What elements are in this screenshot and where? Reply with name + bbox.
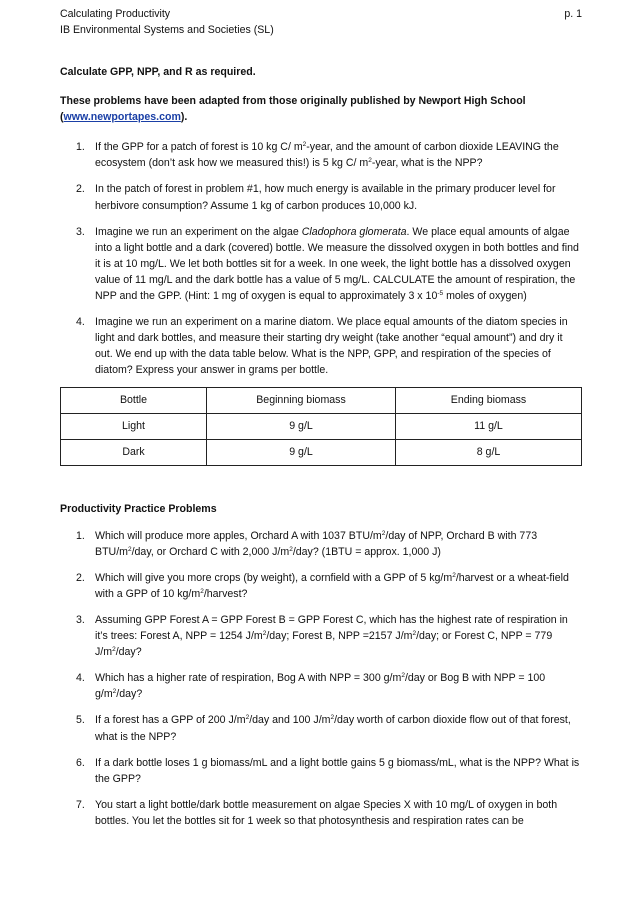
problem-list bbox=[60, 139, 582, 378]
table-cell: 9 g/L bbox=[207, 413, 396, 439]
problem-4: 4. Imagine we run an experiment on a marine diatom. We place equal amounts of the diatom species in light and dark bottles, and measure their starting dry weight (take another “equal amount”) and dry it out. We end up with the data table below. What is the NPP, GPP, and respiration of the species of diatom? Express your answer in grams per bottle. bbox=[76, 316, 568, 377]
practice-problem-2: 2. Which will give you more crops (by weight), a cornfield with a GPP of 5 $kg/m^2$/harvest or a wheat-field with a GPP of 10 $kg/m^2$/harvest? bbox=[76, 571, 569, 600]
page-number: p. 1 bbox=[564, 8, 582, 20]
problem-2: 2. In the patch of forest in problem #1, how much energy is available in the primary producer level for herbivore consumption? Assume 1 kg of carbon produces 10,000 kJ. bbox=[76, 183, 556, 212]
problem-1: 1. If the GPP for a patch of forest is 10 kg C/ $m^2$-year, and the amount of carbon dioxide LEAVING the ecosystem (don’t ask how we measured this!) is 5 kg C/ $m^2$-year, what is the NPP? bbox=[76, 141, 559, 170]
species-name: Cladophora glomerata bbox=[301, 225, 407, 238]
practice-problem-5: 5. If a forest has a GPP of 200 $J/m^2$/day and 100 $J/m^2$/day worth of carbon dioxide flow out of that forest, what is the NPP? bbox=[76, 714, 571, 743]
adaptation-note: These problems have been adapted from those originally published by Newport High School (www.newportapes.com). bbox=[60, 95, 526, 124]
table-cell: 8 g/L bbox=[396, 439, 582, 465]
table-cell: Light bbox=[61, 413, 207, 439]
practice-list bbox=[60, 528, 582, 829]
table-header-row bbox=[61, 387, 582, 413]
table-cell: Dark bbox=[61, 439, 207, 465]
table-cell: 11 g/L bbox=[396, 413, 582, 439]
table-row bbox=[61, 439, 582, 465]
practice-problem-3: 3. Assuming GPP Forest A = GPP Forest B = GPP Forest C, which has the highest rate of respiration in it’s trees: Forest A, NPP = 1254 $J/m^2$/day; Forest B, NPP =2157 $J/m^2$/day; or Forest C, NPP = 779 $J/m^2$/day? bbox=[76, 613, 568, 659]
table-row bbox=[61, 413, 582, 439]
instruction: Calculate GPP, NPP, and R as required. bbox=[60, 66, 256, 78]
table-header-cell: Beginning biomass bbox=[207, 387, 396, 413]
table-header-cell: Bottle bbox=[61, 387, 207, 413]
course-name: IB Environmental Systems and Societies (SL) bbox=[60, 24, 274, 36]
problem-3: 3. Imagine we run an experiment on the algae Cladophora glomerata. We place equal amounts of algae into a light bottle and a dark (covered) bottle. We measure the dissolved oxygen in both bottles and find it is at 10 mg/L. We let both bottles sit for a week. In one week, the light bottle has a dissolved oxygen value of 11 mg/L and the dark bottle has a value of 5 mg/L. CALCULATE the amount of respiration, the NPP and the GPP. (Hint: 1 mg of oxygen is equal to approximately 3 x $10^{-5}$ moles of oxygen) bbox=[76, 225, 579, 303]
biomass-table bbox=[60, 387, 582, 466]
practice-problem-6: 6. If a dark bottle loses 1 g biomass/mL and a light bottle gains 5 g biomass/mL, what is the NPP? What is the GPP? bbox=[76, 756, 580, 785]
practice-problem-4: 4. Which has a higher rate of respiration, Bog A with NPP = 300 $g/m^2$/day or Bog B with NPP = 100 $g/m^2$/day? bbox=[76, 672, 546, 701]
table-cell: 9 g/L bbox=[207, 439, 396, 465]
practice-problem-7: 7. You start a light bottle/dark bottle measurement on algae Species X with 10 mg/L of oxygen in both bottles. You let the bottles sit for 1 week so that photosynthesis and respiration rates can be bbox=[76, 798, 558, 827]
table-header-cell: Ending biomass bbox=[396, 387, 582, 413]
practice-heading: Productivity Practice Problems bbox=[60, 502, 217, 515]
document-title: Calculating Productivity bbox=[60, 8, 171, 20]
document-page bbox=[60, 6, 582, 829]
newport-link[interactable]: www.newportapes.com bbox=[63, 111, 181, 124]
running-header bbox=[60, 6, 582, 22]
practice-problem-1: 1. Which will produce more apples, Orchard A with 1037 BTU/$m^2$/day of NPP, Orchard B with 773 BTU/$m^2$/day, or Orchard C with 2,000 $J/m^2$/day? (1BTU = approx. 1,000 J) bbox=[76, 529, 538, 558]
